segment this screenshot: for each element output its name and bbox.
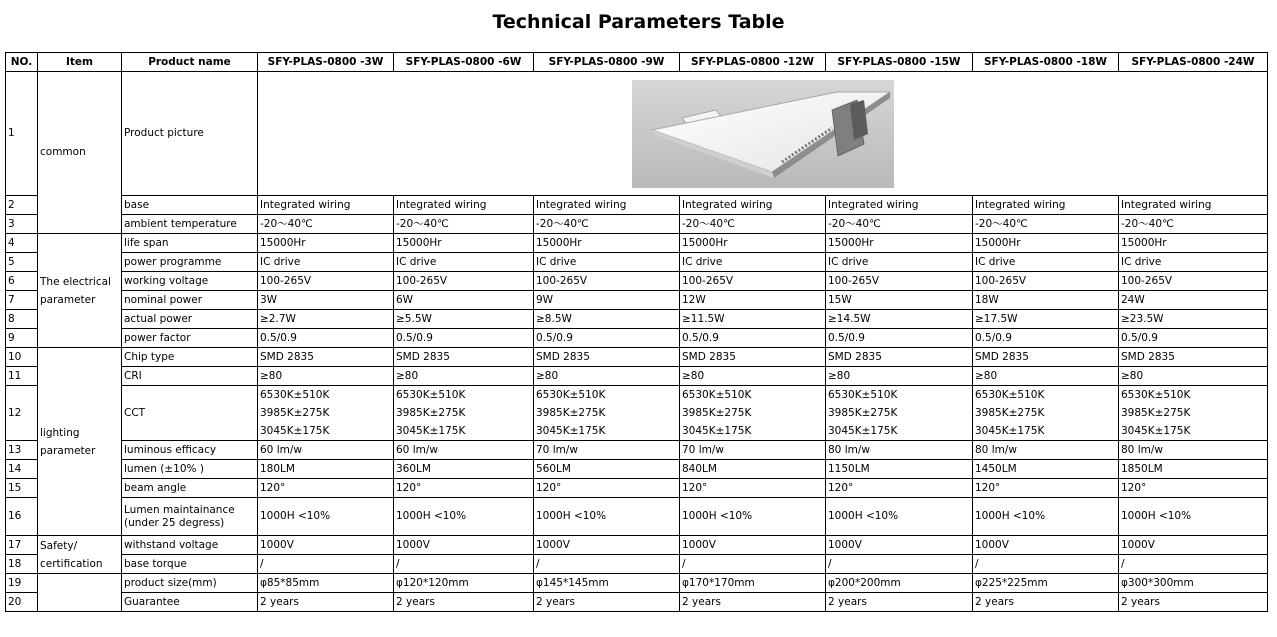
cct-value: 6530K±510K	[396, 389, 466, 401]
cct-value: 3985K±275K	[975, 407, 1045, 419]
cct-value: 3985K±275K	[536, 407, 606, 419]
value-cell: 1000V	[1119, 536, 1268, 555]
value-cell: Integrated wiring	[258, 196, 394, 215]
value-cell: Integrated wiring	[973, 196, 1119, 215]
value-cell: 1000H <10%	[394, 498, 534, 536]
row-number: 5	[6, 253, 38, 272]
value-cell: 24W	[1119, 291, 1268, 310]
row-number: 10	[6, 348, 38, 367]
cct-value: 3045K±175K	[396, 425, 466, 437]
value-cell: 70 lm/w	[680, 441, 826, 460]
parameter-name: Lumen maintainance (under 25 degress)	[122, 498, 258, 536]
row-number: 12	[6, 386, 38, 441]
cct-cell	[973, 386, 1119, 441]
cct-value: 3045K±175K	[682, 425, 752, 437]
row-number: 20	[6, 593, 38, 612]
value-cell: 120°	[973, 479, 1119, 498]
value-cell: 15000Hr	[394, 234, 534, 253]
parameter-name: nominal power	[122, 291, 258, 310]
value-cell: Integrated wiring	[534, 196, 680, 215]
parameter-name: power factor	[122, 329, 258, 348]
header-model: SFY-PLAS-0800 -9W	[534, 53, 680, 72]
page-title: Technical Parameters Table	[492, 11, 785, 33]
group-common	[38, 72, 122, 234]
header-no: NO.	[6, 53, 38, 72]
value-cell: ≥14.5W	[826, 310, 973, 329]
row-number: 15	[6, 479, 38, 498]
value-cell: SMD 2835	[394, 348, 534, 367]
value-cell: 2 years	[394, 593, 534, 612]
header-model: SFY-PLAS-0800 -3W	[258, 53, 394, 72]
parameter-name: power programme	[122, 253, 258, 272]
header-row	[6, 53, 1268, 72]
value-cell: ≥80	[534, 367, 680, 386]
value-cell: 60 lm/w	[258, 441, 394, 460]
parameter-name: withstand voltage	[122, 536, 258, 555]
value-cell: 1000H <10%	[258, 498, 394, 536]
header-item: Item	[38, 53, 122, 72]
value-cell: IC drive	[534, 253, 680, 272]
value-cell: 1000V	[680, 536, 826, 555]
table-row	[6, 72, 1268, 196]
value-cell: 100-265V	[826, 272, 973, 291]
value-cell: 15000Hr	[1119, 234, 1268, 253]
value-cell: 1000V	[258, 536, 394, 555]
value-cell: 120°	[1119, 479, 1268, 498]
value-cell: 360LM	[394, 460, 534, 479]
value-cell: ≥5.5W	[394, 310, 534, 329]
table-row	[6, 215, 1268, 234]
value-cell: 100-265V	[534, 272, 680, 291]
row-number: 8	[6, 310, 38, 329]
row-number: 1	[6, 72, 38, 196]
value-cell: -20～40℃	[1119, 215, 1268, 234]
row-number: 4	[6, 234, 38, 253]
cct-value: 3045K±175K	[828, 425, 898, 437]
value-cell: 18W	[973, 291, 1119, 310]
value-cell: 15000Hr	[534, 234, 680, 253]
group-electrical	[38, 234, 122, 348]
value-cell: ≥80	[826, 367, 973, 386]
technical-parameters-table	[5, 52, 1268, 612]
value-cell: φ300*300mm	[1119, 574, 1268, 593]
value-cell: 2 years	[826, 593, 973, 612]
group-common-label: common	[40, 146, 86, 158]
value-cell: 1000H <10%	[973, 498, 1119, 536]
value-cell: 80 lm/w	[826, 441, 973, 460]
value-cell: 2 years	[680, 593, 826, 612]
group-lighting-line: lighting	[40, 426, 80, 439]
value-cell: 2 years	[258, 593, 394, 612]
row-number: 16	[6, 498, 38, 536]
cct-value: 6530K±510K	[682, 389, 752, 401]
parameter-name: Chip type	[122, 348, 258, 367]
row-number: 6	[6, 272, 38, 291]
table-row	[6, 348, 1268, 367]
value-cell: IC drive	[973, 253, 1119, 272]
value-cell: 9W	[534, 291, 680, 310]
table-row	[6, 253, 1268, 272]
parameter-name: base torque	[122, 555, 258, 574]
value-cell: 100-265V	[680, 272, 826, 291]
value-cell: 2 years	[534, 593, 680, 612]
value-cell: /	[258, 555, 394, 574]
table-row	[6, 310, 1268, 329]
value-cell: 15000Hr	[826, 234, 973, 253]
parameter-name: luminous efficacy	[122, 441, 258, 460]
group-safety-line: certification	[40, 557, 103, 570]
parameter-name: base	[122, 196, 258, 215]
value-cell: 1000V	[973, 536, 1119, 555]
value-cell: 80 lm/w	[1119, 441, 1268, 460]
group-lighting	[38, 348, 122, 536]
value-cell: 70 lm/w	[534, 441, 680, 460]
value-cell: ≥80	[258, 367, 394, 386]
cct-value: 3985K±275K	[1121, 407, 1191, 419]
row-number: 2	[6, 196, 38, 215]
value-cell: 100-265V	[1119, 272, 1268, 291]
table-row	[6, 386, 1268, 441]
value-cell: ≥2.7W	[258, 310, 394, 329]
cct-cell	[1119, 386, 1268, 441]
value-cell: SMD 2835	[826, 348, 973, 367]
value-cell: SMD 2835	[1119, 348, 1268, 367]
value-cell: SMD 2835	[258, 348, 394, 367]
cct-cell	[394, 386, 534, 441]
value-cell: 15000Hr	[973, 234, 1119, 253]
table-row	[6, 196, 1268, 215]
table-row	[6, 272, 1268, 291]
value-cell: /	[973, 555, 1119, 574]
value-cell: -20～40℃	[394, 215, 534, 234]
value-cell: 1000H <10%	[534, 498, 680, 536]
table-row	[6, 441, 1268, 460]
cct-cell	[534, 386, 680, 441]
value-cell: 1000V	[394, 536, 534, 555]
value-cell: SMD 2835	[680, 348, 826, 367]
square-led-panel-light-photo-icon	[632, 80, 894, 188]
value-cell: 60 lm/w	[394, 441, 534, 460]
cct-value: 3045K±175K	[975, 425, 1045, 437]
parameter-name: life span	[122, 234, 258, 253]
value-cell: 560LM	[534, 460, 680, 479]
value-cell: 0.5/0.9	[826, 329, 973, 348]
cct-value: 6530K±510K	[1121, 389, 1191, 401]
value-cell: ≥8.5W	[534, 310, 680, 329]
table-row	[6, 593, 1268, 612]
parameter-name: actual power	[122, 310, 258, 329]
value-cell: /	[826, 555, 973, 574]
table-row	[6, 367, 1268, 386]
value-cell: ≥80	[1119, 367, 1268, 386]
value-cell: 120°	[534, 479, 680, 498]
value-cell: 80 lm/w	[973, 441, 1119, 460]
value-cell: 15000Hr	[680, 234, 826, 253]
parameter-name: CCT	[122, 386, 258, 441]
group-lighting-line: parameter	[40, 444, 96, 457]
parameter-name: product size(mm)	[122, 574, 258, 593]
cct-cell	[258, 386, 394, 441]
value-cell: /	[394, 555, 534, 574]
cct-value: 3045K±175K	[536, 425, 606, 437]
value-cell: ≥80	[394, 367, 534, 386]
row-number: 11	[6, 367, 38, 386]
value-cell: 12W	[680, 291, 826, 310]
row-number: 17	[6, 536, 38, 555]
row-number: 19	[6, 574, 38, 593]
value-cell: SMD 2835	[973, 348, 1119, 367]
value-cell: 120°	[258, 479, 394, 498]
value-cell: 1150LM	[826, 460, 973, 479]
value-cell: 1000V	[826, 536, 973, 555]
value-cell: -20～40℃	[680, 215, 826, 234]
cct-value: 3985K±275K	[682, 407, 752, 419]
value-cell: Integrated wiring	[1119, 196, 1268, 215]
value-cell: 0.5/0.9	[1119, 329, 1268, 348]
value-cell: IC drive	[394, 253, 534, 272]
group-empty	[38, 574, 122, 612]
row-number: 13	[6, 441, 38, 460]
cct-value: 3985K±275K	[260, 407, 330, 419]
value-cell: 1000V	[534, 536, 680, 555]
value-cell: 0.5/0.9	[258, 329, 394, 348]
cct-value: 6530K±510K	[975, 389, 1045, 401]
value-cell: φ145*145mm	[534, 574, 680, 593]
value-cell: 840LM	[680, 460, 826, 479]
cct-value: 6530K±510K	[536, 389, 606, 401]
product-picture-cell	[258, 72, 1268, 196]
value-cell: 180LM	[258, 460, 394, 479]
header-model: SFY-PLAS-0800 -12W	[680, 53, 826, 72]
value-cell: 3W	[258, 291, 394, 310]
value-cell: 0.5/0.9	[680, 329, 826, 348]
parameter-name: ambient temperature	[122, 215, 258, 234]
value-cell: /	[680, 555, 826, 574]
header-model: SFY-PLAS-0800 -18W	[973, 53, 1119, 72]
table-row	[6, 291, 1268, 310]
value-cell: φ170*170mm	[680, 574, 826, 593]
value-cell: 100-265V	[394, 272, 534, 291]
parameter-name: CRI	[122, 367, 258, 386]
value-cell: 0.5/0.9	[394, 329, 534, 348]
value-cell: 6W	[394, 291, 534, 310]
value-cell: 2 years	[1119, 593, 1268, 612]
table-row	[6, 234, 1268, 253]
cct-value: 3985K±275K	[828, 407, 898, 419]
header-product-name: Product name	[122, 53, 258, 72]
value-cell: 120°	[826, 479, 973, 498]
value-cell: -20～40℃	[973, 215, 1119, 234]
value-cell: -20～40℃	[826, 215, 973, 234]
group-electrical-line: parameter	[40, 293, 96, 306]
row-number: 14	[6, 460, 38, 479]
value-cell: 1850LM	[1119, 460, 1268, 479]
group-safety	[38, 536, 122, 574]
header-model: SFY-PLAS-0800 -15W	[826, 53, 973, 72]
cct-cell	[680, 386, 826, 441]
value-cell: -20～40℃	[258, 215, 394, 234]
value-cell: 100-265V	[973, 272, 1119, 291]
row-number: 3	[6, 215, 38, 234]
value-cell: φ225*225mm	[973, 574, 1119, 593]
value-cell: 120°	[680, 479, 826, 498]
value-cell: ≥80	[680, 367, 826, 386]
cct-value: 6530K±510K	[260, 389, 330, 401]
value-cell: IC drive	[680, 253, 826, 272]
value-cell: 15W	[826, 291, 973, 310]
value-cell: 0.5/0.9	[973, 329, 1119, 348]
value-cell: 100-265V	[258, 272, 394, 291]
table-row	[6, 574, 1268, 593]
value-cell: SMD 2835	[534, 348, 680, 367]
value-cell: Integrated wiring	[826, 196, 973, 215]
table-row	[6, 479, 1268, 498]
row-number: 7	[6, 291, 38, 310]
value-cell: /	[1119, 555, 1268, 574]
value-cell: -20～40℃	[534, 215, 680, 234]
value-cell: ≥80	[973, 367, 1119, 386]
row-number: 9	[6, 329, 38, 348]
cct-value: 6530K±510K	[828, 389, 898, 401]
value-cell: Integrated wiring	[394, 196, 534, 215]
value-cell: ≥23.5W	[1119, 310, 1268, 329]
group-safety-line: Safety/	[40, 539, 78, 552]
value-cell: φ85*85mm	[258, 574, 394, 593]
header-model: SFY-PLAS-0800 -24W	[1119, 53, 1268, 72]
value-cell: φ120*120mm	[394, 574, 534, 593]
parameter-name: working voltage	[122, 272, 258, 291]
value-cell: IC drive	[826, 253, 973, 272]
cct-value: 3045K±175K	[1121, 425, 1191, 437]
parameter-name: lumen (±10% )	[122, 460, 258, 479]
value-cell: 2 years	[973, 593, 1119, 612]
value-cell: 15000Hr	[258, 234, 394, 253]
group-electrical-line: The electrical	[40, 275, 111, 288]
value-cell: 120°	[394, 479, 534, 498]
parameter-name: Guarantee	[122, 593, 258, 612]
cct-value: 3045K±175K	[260, 425, 330, 437]
value-cell: ≥11.5W	[680, 310, 826, 329]
value-cell: IC drive	[258, 253, 394, 272]
parameter-name: Product picture	[122, 72, 258, 196]
value-cell: 1450LM	[973, 460, 1119, 479]
value-cell: 1000H <10%	[680, 498, 826, 536]
parameter-name: beam angle	[122, 479, 258, 498]
table-row	[6, 329, 1268, 348]
value-cell: Integrated wiring	[680, 196, 826, 215]
value-cell: IC drive	[1119, 253, 1268, 272]
value-cell: 1000H <10%	[826, 498, 973, 536]
value-cell: 0.5/0.9	[534, 329, 680, 348]
row-number: 18	[6, 555, 38, 574]
table-row	[6, 536, 1268, 555]
table-row	[6, 555, 1268, 574]
value-cell: /	[534, 555, 680, 574]
table-row	[6, 460, 1268, 479]
value-cell: 1000H <10%	[1119, 498, 1268, 536]
value-cell: ≥17.5W	[973, 310, 1119, 329]
value-cell: φ200*200mm	[826, 574, 973, 593]
header-model: SFY-PLAS-0800 -6W	[394, 53, 534, 72]
cct-value: 3985K±275K	[396, 407, 466, 419]
table-row	[6, 498, 1268, 536]
cct-cell	[826, 386, 973, 441]
